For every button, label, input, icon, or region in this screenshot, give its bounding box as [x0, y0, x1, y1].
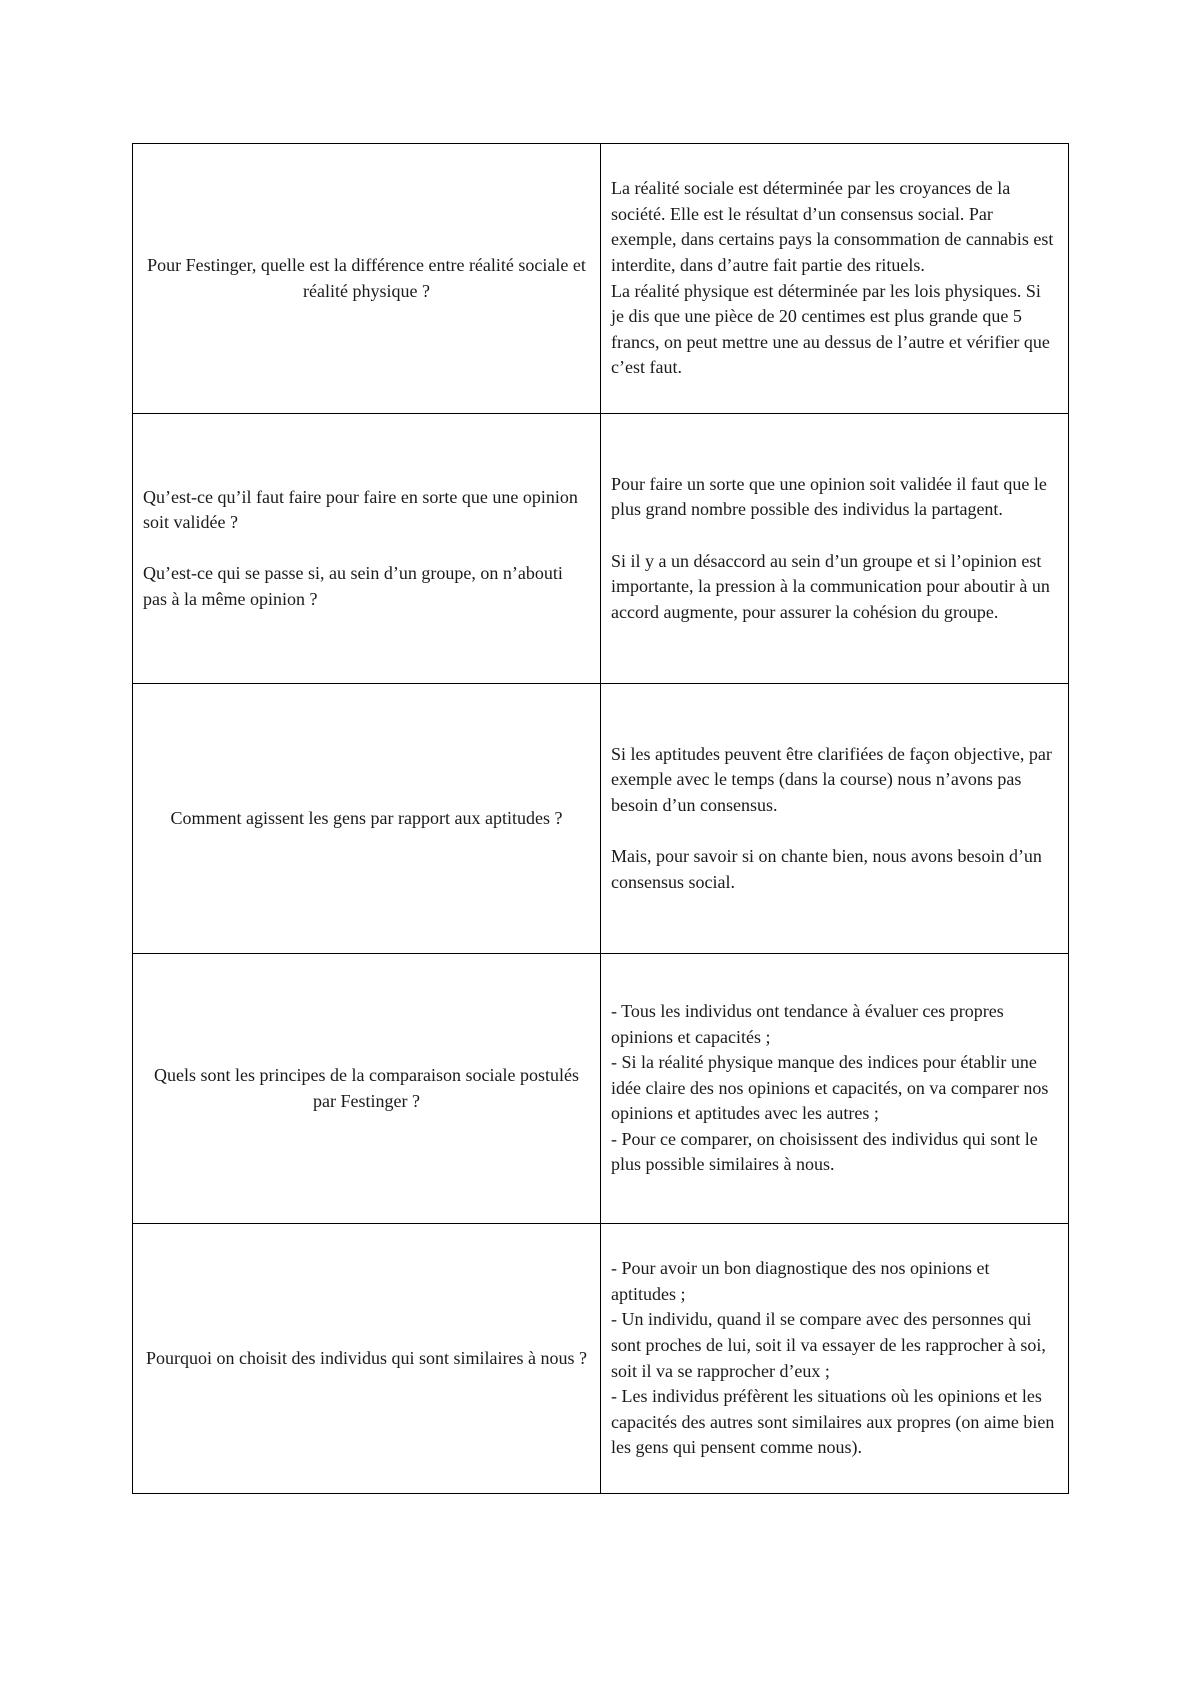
answer-text: - Tous les individus ont tendance à évaluer ces propres opinions et capacités ;: [611, 1000, 1004, 1047]
table-row: [133, 684, 1069, 954]
question-cell: [133, 954, 601, 1224]
answer-cell: [601, 684, 1069, 954]
question-text: Comment agissent les gens par rapport aux aptitudes ?: [170, 807, 563, 828]
answer-text: - Un individu, quand il se compare avec des personnes qui sont proches de lui, soit il va essayer de les rapprocher à soi, soit il va se rapprocher d’eux ;: [611, 1309, 1046, 1381]
answer-cell: [601, 954, 1069, 1224]
question-text: Pourquoi on choisit des individus qui sont similaires à nous ?: [146, 1347, 587, 1368]
table-row: [133, 414, 1069, 684]
answer-text: - Pour avoir un bon diagnostique des nos opinions et aptitudes ;: [611, 1258, 990, 1304]
table-row: [133, 954, 1069, 1224]
question-text: Qu’est-ce qu’il faut faire pour faire en sorte que une opinion soit validée ?: [143, 486, 578, 533]
answer-text: Si les aptitudes peuvent être clarifiées de façon objective, par exemple avec le temps (dans la course) nous n’avons pas besoin d’un consensus.: [611, 743, 1052, 815]
table-row: [133, 144, 1069, 414]
answer-cell: [601, 144, 1069, 414]
answer-text: - Les individus préfèrent les situations où les opinions et les capacités des autres sont similaires aux propres (on aime bien les gens qui pensent comme nous).: [611, 1386, 1055, 1458]
answer-text: - Pour ce comparer, on choisissent des individus qui sont le plus possible similaires à nous.: [611, 1128, 1038, 1175]
question-cell: [133, 1224, 601, 1494]
question-text: Pour Festinger, quelle est la différence entre réalité sociale et réalité physique ?: [147, 254, 586, 301]
question-text: Qu’est-ce qui se passe si, au sein d’un groupe, on n’abouti pas à la même opinion ?: [143, 563, 563, 609]
table-row: [133, 1224, 1069, 1494]
answer-text: - Si la réalité physique manque des indices pour établir une idée claire des nos opinions et capacités, on va comparer nos opinions et aptitudes avec les autres ;: [611, 1052, 1049, 1124]
answer-text: Si il y a un désaccord au sein d’un groupe et si l’opinion est importante, la pression à la communication pour aboutir à un accord augmente, pour assurer la cohésion du groupe.: [611, 550, 1050, 622]
answer-text: Mais, pour savoir si on chante bien, nous avons besoin d’un consensus social.: [611, 846, 1042, 892]
answer-cell: [601, 1224, 1069, 1494]
question-cell: [133, 144, 601, 414]
question-cell: [133, 684, 601, 954]
flashcard-table: [132, 143, 1069, 1494]
answer-text: La réalité physique est déterminée par les lois physiques. Si je dis que une pièce de 20 centimes est plus grande que 5 francs, on peut mettre une au dessus de l’autre et vérifier que c’est faut.: [611, 280, 1050, 378]
answer-cell: [601, 414, 1069, 684]
question-text: Quels sont les principes de la comparaison sociale postulés par Festinger ?: [154, 1064, 579, 1111]
answer-text: La réalité sociale est déterminée par les croyances de la société. Elle est le résultat d’un consensus social. Par exemple, dans certains pays la consommation de cannabis est interdite, dans d’autre fait partie des rituels.: [611, 178, 1054, 275]
question-cell: [133, 414, 601, 684]
answer-text: Pour faire un sorte que une opinion soit validée il faut que le plus grand nombre possible des individus la partagent.: [611, 473, 1047, 520]
